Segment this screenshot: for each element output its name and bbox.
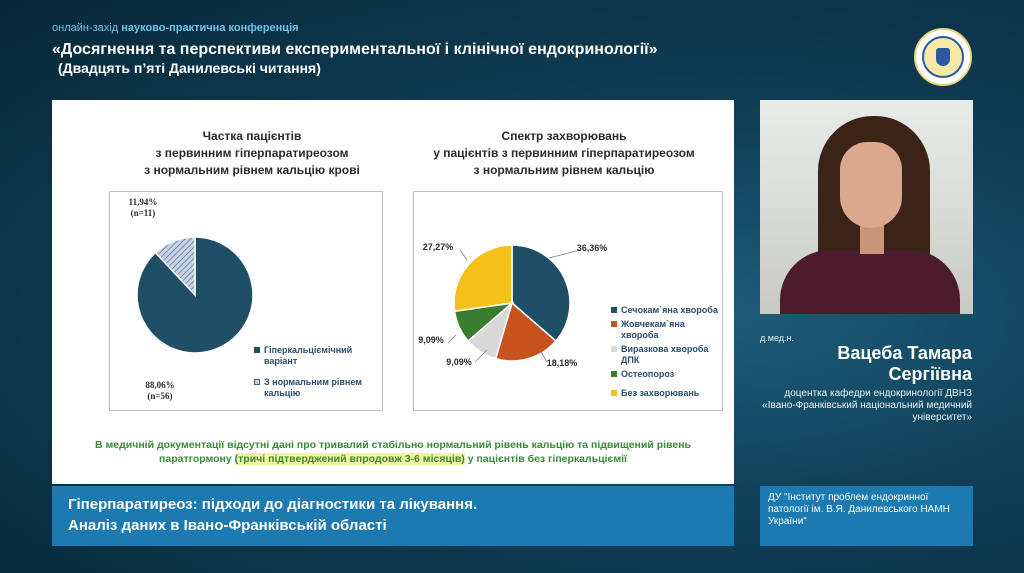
event-type (52, 22, 912, 34)
legend-label: З нормальним рівнем кальцію (264, 377, 362, 398)
chart1-title-line: з первинним гіперпаратиреозом (155, 146, 349, 160)
conference-title: «Досягнення та перспективи експериментальної і клінічної ендокринології» (52, 41, 658, 58)
legend-swatch (611, 307, 617, 313)
note-line2-start: паратгормону (159, 453, 235, 465)
chart2-title-line: Спектр захворювань (501, 129, 627, 143)
topic-line2: Аналіз даних в Івано-Франківській області (68, 517, 387, 534)
event-prefix: онлайн-захід (52, 22, 119, 34)
speaker-name-line2: Сергіївна (888, 364, 972, 384)
legend-label: Виразкова хвороба ДПК (621, 344, 709, 365)
speaker-name (760, 343, 972, 385)
legend-item (611, 369, 721, 380)
chart2-title-line: у пацієнтів з первинним гіперпаратиреозом (433, 146, 695, 160)
pie2-label-2: 9,09% (446, 357, 472, 367)
legend-swatch (611, 390, 617, 396)
pie2-label-0: 36,36% (576, 243, 608, 253)
topic-banner (52, 486, 734, 546)
pie2-label-4: 27,27% (422, 242, 454, 252)
legend-item (254, 345, 364, 367)
pie1-label-hyper-pct: 88,06% (145, 380, 175, 390)
legend-item (611, 319, 721, 341)
legend-label: Остеопороз (621, 369, 675, 379)
speaker-face (840, 142, 902, 228)
chart1-title-line: Частка пацієнтів (202, 129, 302, 143)
legend-swatch (254, 379, 260, 385)
chart2-title-line: з нормальним рівнем кальцію (473, 163, 655, 177)
legend-label: Без захворювань (621, 388, 700, 398)
chart1-legend (254, 345, 364, 409)
pie2-label-3: 9,09% (418, 335, 444, 345)
pie1-label-hyper-count: (n=56) (147, 391, 173, 401)
note-line2-end: у пацієнтів без гіперкальціємії (464, 453, 627, 465)
pie1-label-normal-count: (n=11) (130, 208, 156, 218)
pie1-label-normal (117, 197, 169, 219)
logo-emblem-icon (922, 36, 964, 78)
chart2-legend (611, 305, 721, 402)
speaker-info (760, 333, 990, 424)
legend-label: Сечокам`яна хвороба (621, 305, 718, 315)
institute-box: ДУ "Інститут проблем ендокринної патології ім. В.Я. Данилевського НАМН України" (760, 486, 973, 546)
legend-swatch (611, 371, 617, 377)
conference-subtitle: (Двадцять п’яті Данилевські читання) (58, 60, 321, 76)
legend-item (254, 377, 364, 399)
legend-item (611, 305, 721, 316)
pie-leader-line (448, 335, 456, 343)
chart1-title-line: з нормальним рівнем кальцію крові (144, 163, 360, 177)
pie1-label-normal-pct: 11,94% (128, 197, 158, 207)
pie-leader-line (460, 250, 467, 260)
charts-canvas (52, 100, 734, 484)
legend-swatch (611, 346, 617, 352)
legend-item (611, 344, 721, 366)
speaker-body (780, 250, 960, 314)
speaker-degree: д.мед.н. (760, 333, 794, 343)
conference-header (52, 22, 912, 77)
institute-logo (914, 28, 972, 86)
legend-swatch (611, 321, 617, 327)
pie2-label-1: 18,18% (546, 358, 578, 368)
legend-label: Гіперкальціємічний варіант (264, 345, 353, 366)
pie-slice (454, 245, 512, 311)
speaker-video (760, 100, 973, 314)
note-line2 (72, 452, 714, 466)
legend-label: Жовчекам`яна хвороба (621, 319, 685, 340)
note-highlight: (тричі підтверджений впродовж 3-6 місяців) (234, 453, 465, 465)
speaker-position: доцентка кафедри ендокринології ДВНЗ «Івано-Франківський національний медичний університет» (762, 388, 972, 423)
note-line1: В медичній документації відсутні дані про тривалий стабільно нормальний рівень кальцію та підвищений рівень (95, 439, 691, 451)
speaker-name-line1: Вацеба Тамара (837, 343, 972, 363)
legend-item (611, 388, 721, 399)
event-type-label: науково-практична конференція (121, 22, 299, 34)
topic-line1: Гіперпаратиреоз: підходи до діагностики та лікування. (68, 496, 478, 513)
presentation-slide (52, 100, 734, 484)
legend-swatch (254, 347, 260, 353)
slide-note (72, 438, 714, 466)
pie1-label-hyper (134, 380, 186, 402)
